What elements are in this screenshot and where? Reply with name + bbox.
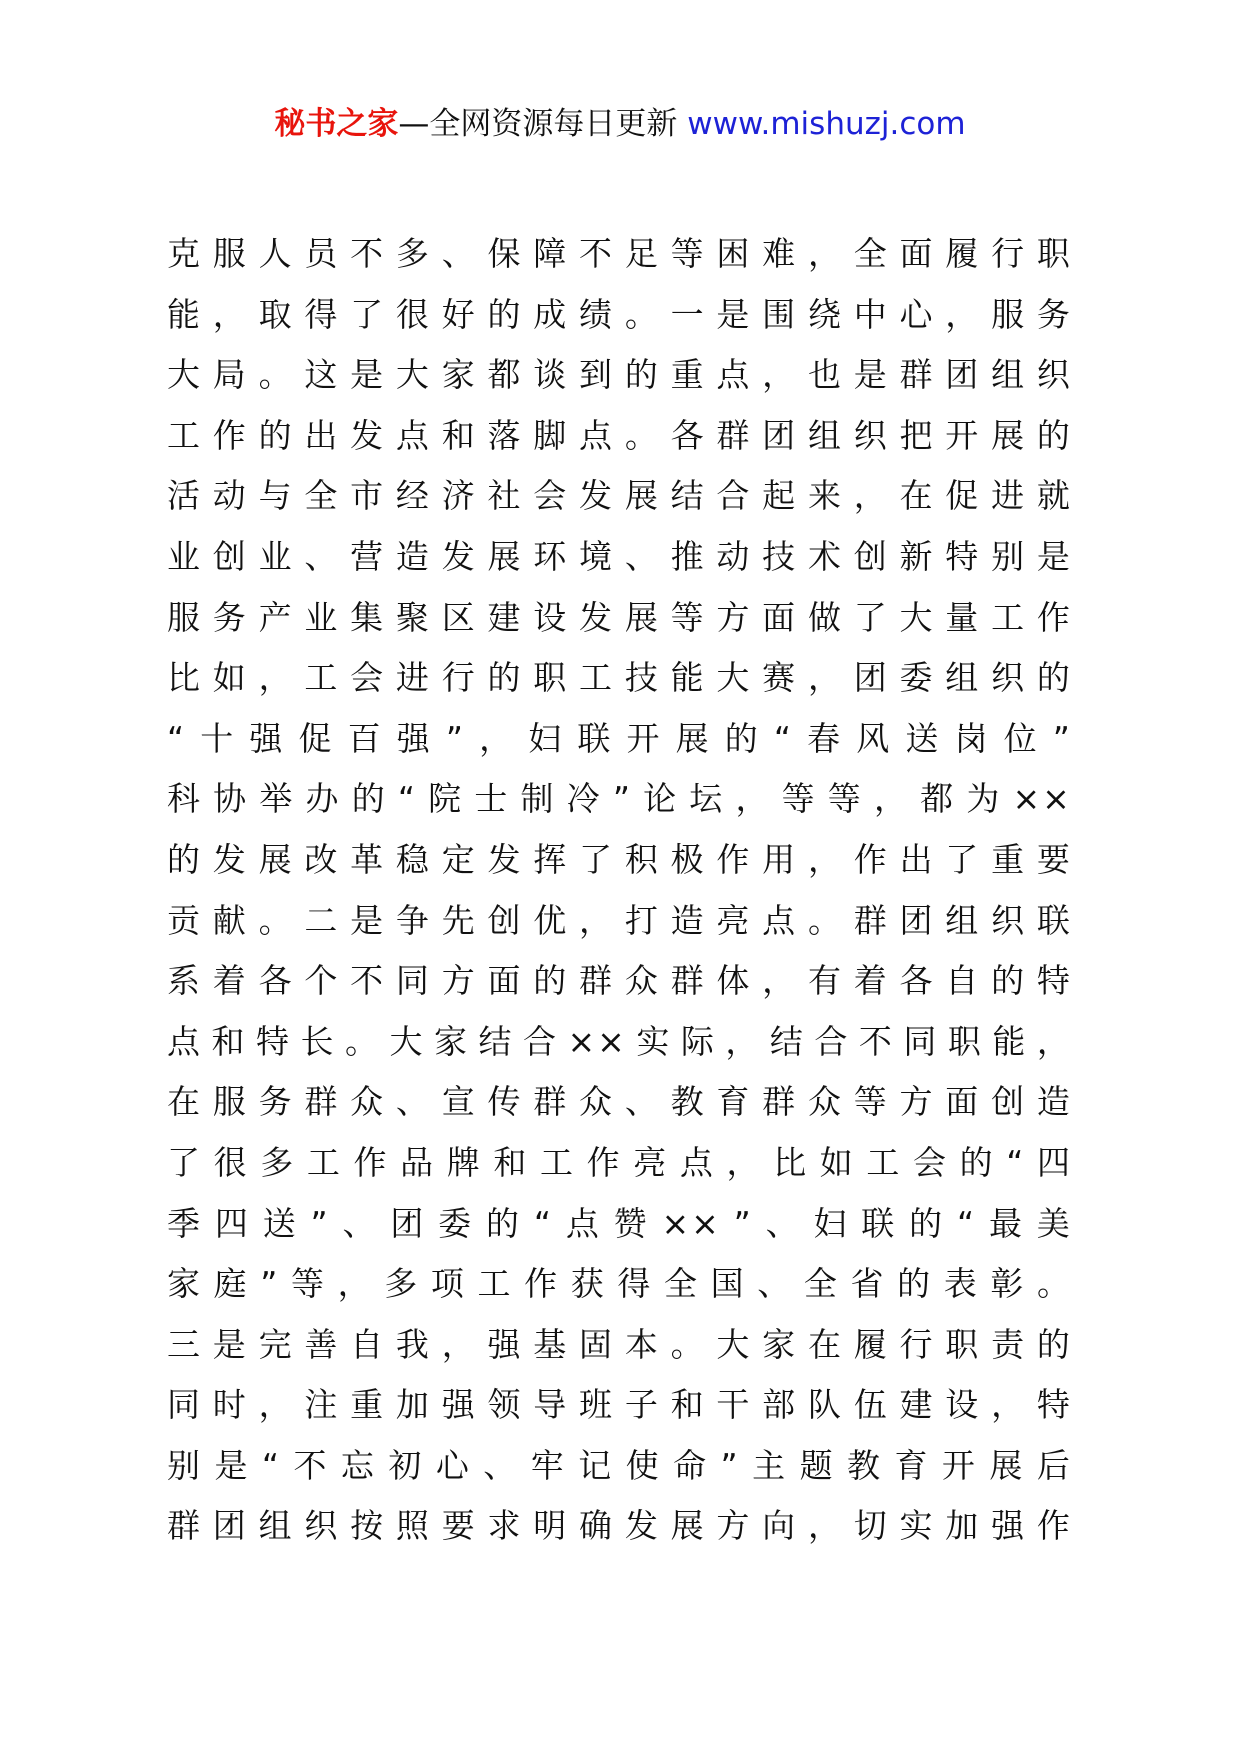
text-line: 克 服 人 员 不 多 、 保 障 不 足 等 困 难 ， 全 面 履 行 职 [167,234,1072,273]
header-tagline: —全网资源每日更新 [398,106,678,142]
text-line: 同 时 ， 注 重 加 强 领 导 班 子 和 干 部 队 伍 建 设 ， 特 [167,1385,1072,1425]
text-line: 业 创 业 、 营 造 发 展 环 境 、 推 动 技 术 创 新 特 别 是 [167,536,1072,576]
text-line: 季 四 送 ” 、 团 委 的 “ 点 赞 ×× ” 、 妇 联 的 “ 最 美 [167,1203,1072,1243]
text-line: 在 服 务 群 众 、 宣 传 群 众 、 教 育 群 众 等 方 面 创 造 [167,1082,1072,1122]
text-line: 科 协 举 办 的 “ 院 士 制 冷 ” 论 坛 ， 等 等 ， 都 为 ×× [167,779,1072,819]
brand-name: 秘书之家 [274,106,399,142]
text-line: 了 很 多 工 作 品 牌 和 工 作 亮 点 ， 比 如 工 会 的 “ 四 [167,1142,1072,1182]
text-line: 家 庭 ” 等 ， 多 项 工 作 获 得 全 国 、 全 省 的 表 彰 。 [167,1264,1072,1304]
text-line: 的 发 展 改 革 稳 定 发 挥 了 积 极 作 用 ， 作 出 了 重 要 [167,839,1072,879]
text-line: 三 是 完 善 自 我 ， 强 基 固 本 。 大 家 在 履 行 职 责 的 [167,1324,1072,1364]
text-line: 服 务 产 业 集 聚 区 建 设 发 展 等 方 面 做 了 大 量 工 作 [167,597,1072,637]
text-line: 别 是 “ 不 忘 初 心 、 牢 记 使 命 ” 主 题 教 育 开 展 后 [167,1445,1072,1485]
text-line: “ 十 强 促 百 强 ” ， 妇 联 开 展 的 “ 春 风 送 岗 位 ” [167,718,1072,758]
text-line: 系 着 各 个 不 同 方 面 的 群 众 群 体 ， 有 着 各 自 的 特 [167,961,1072,1001]
site-header [0,104,1240,144]
text-line: 贡 献 。 二 是 争 先 创 优 ， 打 造 亮 点 。 群 团 组 织 联 [167,900,1072,940]
text-line: 能 ， 取 得 了 很 好 的 成 绩 。 一 是 围 绕 中 心 ， 服 务 [167,294,1072,334]
site-url-link[interactable]: www.mishuzj.com [687,106,966,142]
text-line: 工 作 的 出 发 点 和 落 脚 点 。 各 群 团 组 织 把 开 展 的 [167,415,1072,455]
body-paragraph [167,224,1072,1557]
text-line: 点 和 特 长 。 大 家 结 合 ×× 实 际 ， 结 合 不 同 职 能 ， [167,1021,1072,1061]
text-line: 比 如 ， 工 会 进 行 的 职 工 技 能 大 赛 ， 团 委 组 织 的 [167,658,1072,698]
text-line: 大 局 。 这 是 大 家 都 谈 到 的 重 点 ， 也 是 群 团 组 织 [167,355,1072,395]
text-line: 活 动 与 全 市 经 济 社 会 发 展 结 合 起 来 ， 在 促 进 就 [167,476,1072,516]
text-line: 群 团 组 织 按 照 要 求 明 确 发 展 方 向 ， 切 实 加 强 作 [167,1506,1072,1546]
